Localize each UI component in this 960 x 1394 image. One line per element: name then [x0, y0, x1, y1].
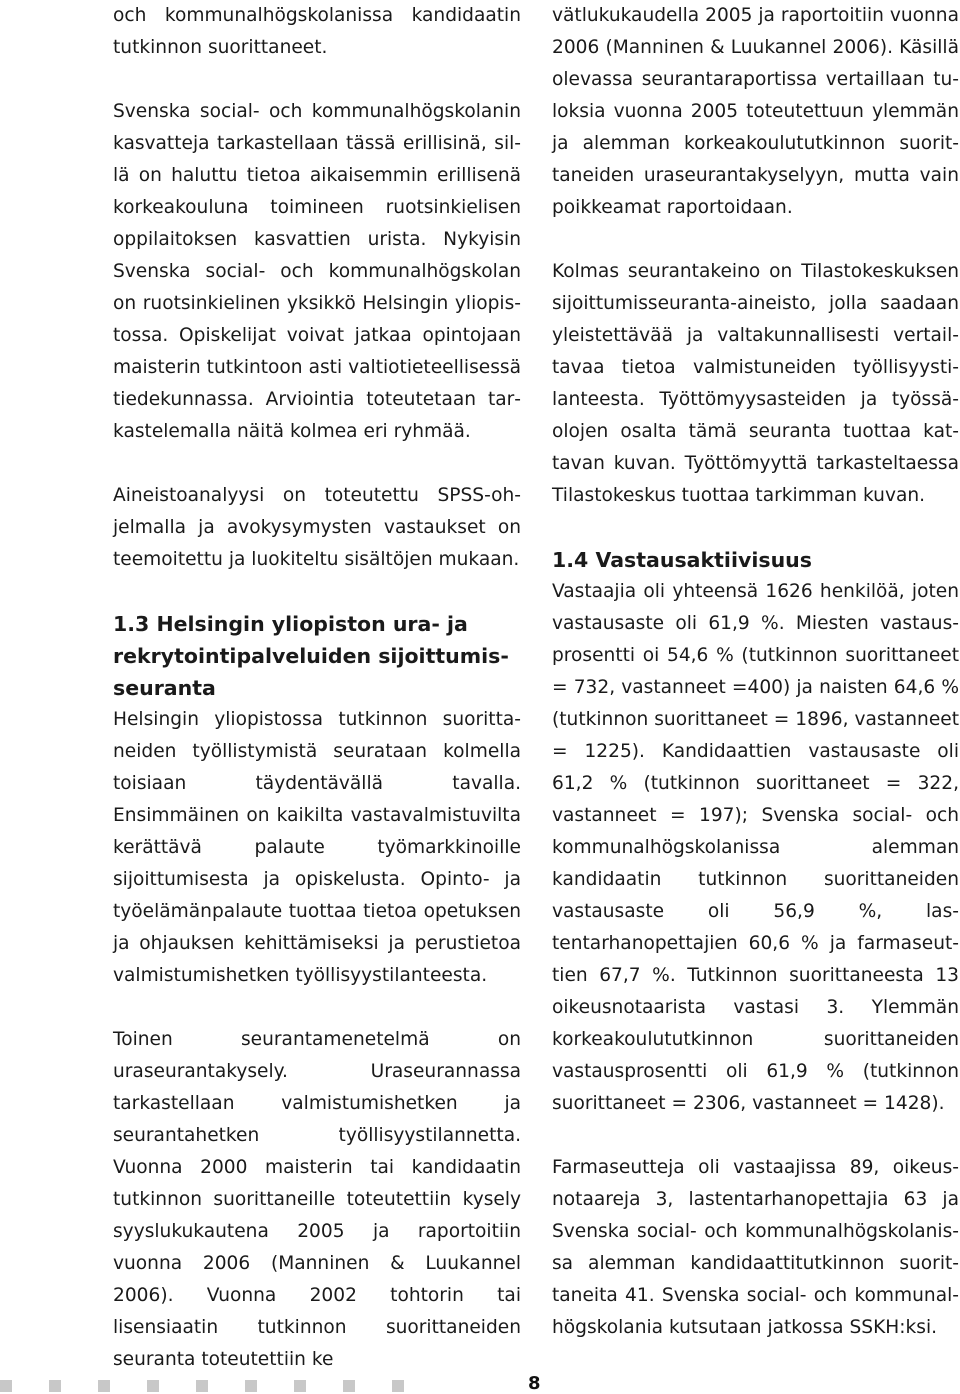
paragraph: Kolmas seurantakeino on Tilastokeskuksen sijoittumisseuranta-aineisto, jolla saadaan yleistettävää ja valtakunnallisesti vertailtavaa tietoa valmistuneiden työllisyystilanteesta. Työttömyysasteiden ja työssäolojen osalta tämä seuranta tuottaa kattavan kuvan. Työttömyyttä tarkasteltaessa Tilastokeskus tuottaa tarkimman kuvan. — [552, 261, 959, 506]
section-heading-1-4: 1.4 Vastausaktiivisuus — [552, 548, 812, 572]
paragraph-gap — [552, 224, 959, 256]
paragraph-gap — [113, 448, 521, 480]
footer-square-decoration — [294, 1380, 306, 1392]
paragraph-gap — [113, 64, 521, 96]
paragraph-gap — [113, 992, 521, 1024]
left-column — [113, 0, 521, 1376]
paragraph: och kommunalhögskolanissa kandidaatin tutkinnon suorittaneet. — [113, 5, 521, 58]
footer-square-decoration — [245, 1380, 257, 1392]
footer-square-decoration — [147, 1380, 159, 1392]
paragraph: vätlukukaudella 2005 ja raportoitiin vuonna 2006 (Manninen & Luukannel 2006). Käsillä olevassa seurantaraportissa vertaillaan tuloksia vuonna 2005 toteutettuun ylemmän ja alemman korkeakoulututkinnon suorittaneiden uraseurantakyselyyn, mutta vain poikkeamat raportoidaan. — [552, 5, 959, 218]
page-footer — [0, 1374, 960, 1394]
footer-square-decoration — [0, 1380, 12, 1392]
paragraph: Vastaajia oli yhteensä 1626 henkilöä, joten vastausaste oli 61,9 %. Miesten vastausprosentti oi 54,6 % (tutkinnon suorittaneet = 732, vastanneet =400) ja naisten 64,6 % (tutkinnon suorittaneet = 1896, vastanneet = 1225). Kandidaattien vastausaste oli 61,2 % (tutkinnon suorittaneet = 322, vastanneet = 197); Svenska social- och kommunalhögskolanissa alemman kandidaatin tutkinnon suorittaneiden vastausaste oli 56,9 %, lastentarhanopettajien 60,6 % ja farmaseuttien 67,7 %. Tutkinnon suorittaneesta 13 oikeusnotaarista vastasi 3. Ylemmän korkeakoulututkinnon suorittaneiden vastausprosentti oli 61,9 % (tutkinnon suorittaneet = 2306, vastanneet = 1428). — [552, 581, 959, 1114]
paragraph-gap — [113, 576, 521, 608]
section-heading-1-3: 1.3 Helsingin yliopiston ura- ja rekrytointipalveluiden sijoittumisseuranta — [113, 612, 509, 700]
paragraph: Toinen seurantamenetelmä on uraseurantakysely. Uraseurannassa tarkastellaan valmistumishetken ja seurantahetken työllisyystilannetta. Vuonna 2000 maisterin tai kandidaatin tutkinnon suorittaneille toteutettiin kysely syyslukukautena 2005 ja raportoitiin vuonna 2006 (Manninen & Luukannel 2006). Vuonna 2002 tohtorin tai lisensiaatin tutkinnon suorittaneiden seuranta toteutettiin ke — [113, 1029, 521, 1370]
paragraph: Svenska social- och kommunalhögskolanin kasvatteja tarkastellaan tässä erillisinä, sillä on haluttu tietoa aikaisemmin erillisenä korkeakouluna toimineen ruotsinkielisen oppilaitoksen kasvattien urista. Nykyisin Svenska social- och kommunalhögskolan on ruotsinkielinen yksikkö Helsingin yliopistossa. Opiskelijat voivat jatkaa opintojaan maisterin tutkintoon asti valtiotieteellisessä tiedekunnassa. Arviointia toteutetaan tarkastelemalla näitä kolmea eri ryhmää. — [113, 101, 521, 442]
footer-square-decoration — [98, 1380, 110, 1392]
footer-square-decoration — [49, 1380, 61, 1392]
paragraph: Aineistoanalyysi on toteutettu SPSS-ohjelmalla ja avokysymysten vastaukset on teemoitettu ja luokiteltu sisältöjen mukaan. — [113, 485, 521, 570]
footer-square-decoration — [196, 1380, 208, 1392]
footer-square-decoration — [392, 1380, 404, 1392]
paragraph: Helsingin yliopistossa tutkinnon suorittaneiden työllistymistä seurataan kolmella toisiaan täydentävällä tavalla. Ensimmäinen on kaikilta vastavalmistuvilta kerättävä palaute työmarkkinoille sijoittumisesta ja opiskelusta. Opinto- ja työelämänpalaute tuottaa tietoa opetuksen ja ohjauksen kehittämiseksi ja perustietoa valmistumishetken työllisyystilanteesta. — [113, 709, 521, 986]
right-column — [552, 0, 959, 1344]
paragraph-gap — [552, 512, 959, 544]
paragraph: Farmaseutteja oli vastaajissa 89, oikeusnotaareja 3, lastentarhanopettajia 63 ja Svenska social- och kommunalhögskolanissa alemman kandidaattitutkinnon suorittaneita 41. Svenska social- och kommunalhögskolania kutsutaan jatkossa SSKH:ksi. — [552, 1157, 959, 1338]
page-number: 8 — [528, 1373, 541, 1394]
paragraph-gap — [552, 1120, 959, 1152]
footer-square-decoration — [343, 1380, 355, 1392]
